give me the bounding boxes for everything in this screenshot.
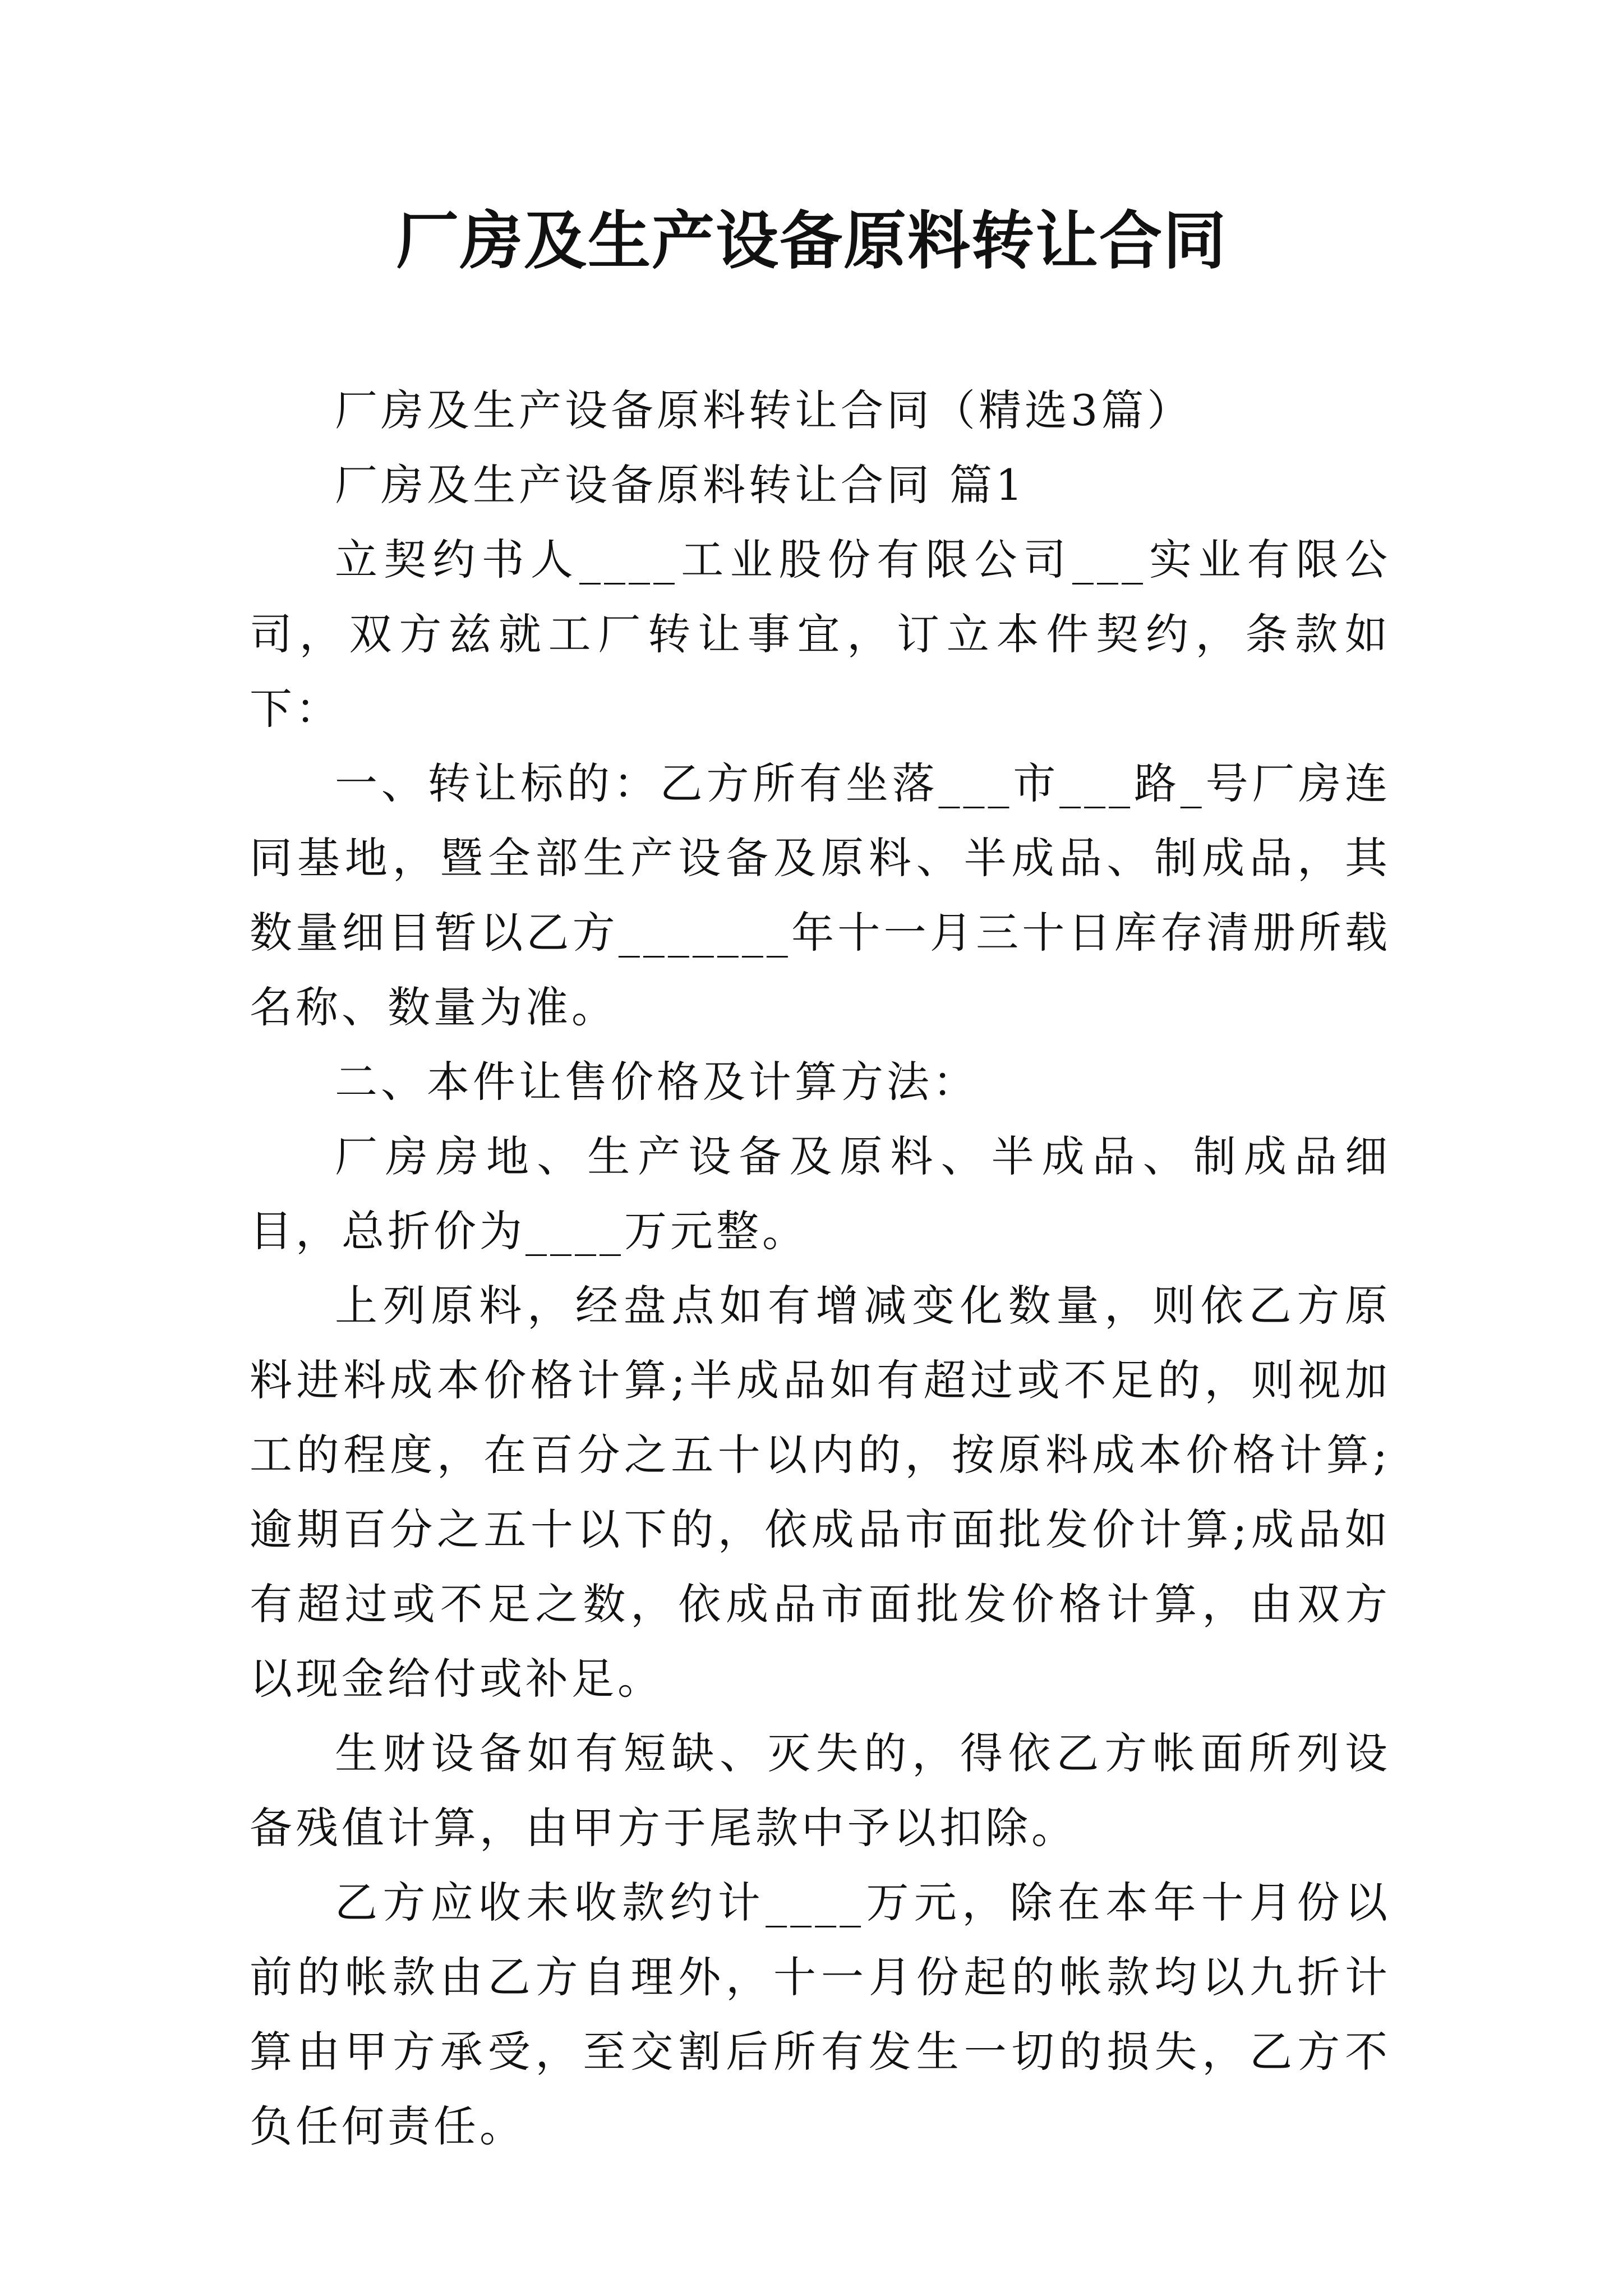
paragraph-subtitle: 厂房及生产设备原料转让合同（精选3篇） [335,385,1193,435]
document-body [250,373,1391,2164]
paragraph-clause-2-heading: 二、本件让售价格及计算方法： [335,1057,979,1107]
paragraph-equipment-shortage: 生财设备如有短缺、灭失的，得依乙方帐面所列设备残值计算，由甲方于尾款中予以扣除。 [250,1728,1391,1853]
paragraph-section-heading: 厂房及生产设备原料转让合同 篇1 [335,460,1026,510]
paragraph-parties: 立契约书人____工业股份有限公司___实业有限公司，双方兹就工厂转让事宜，订立本件契约，条款如下： [250,535,1391,734]
document-title: 厂房及生产设备原料转让合同 [396,205,1227,278]
paragraph-total-price: 厂房房地、生产设备及原料、半成品、制成品细目，总折价为____万元整。 [250,1131,1391,1256]
paragraph-materials-calculation: 上列原料，经盘点如有增减变化数量，则依乙方原料进料成本价格计算;半成品如有超过或不足的，则视加工的程度，在百分之五十以内的，按原料成本价格计算;逾期百分之五十以下的，依成品市面批发价计算;成品如有超过或不足之数，依成品市面批发价格计算，由双方以现金给付或补足。 [250,1281,1391,1704]
paragraph-clause-1: 一、转让标的：乙方所有坐落___市___路_号厂房连同基地，暨全部生产设备及原料、半成品、制成品，其数量细目暂以乙方_______年十一月三十日库存清册所载名称、数量为准。 [250,758,1391,1032]
paragraph-receivables: 乙方应收未收款约计____万元，除在本年十月份以前的帐款由乙方自理外，十一月份起的帐款均以九折计算由甲方承受，至交割后所有发生一切的损失，乙方不负任何责任。 [250,1878,1391,2151]
